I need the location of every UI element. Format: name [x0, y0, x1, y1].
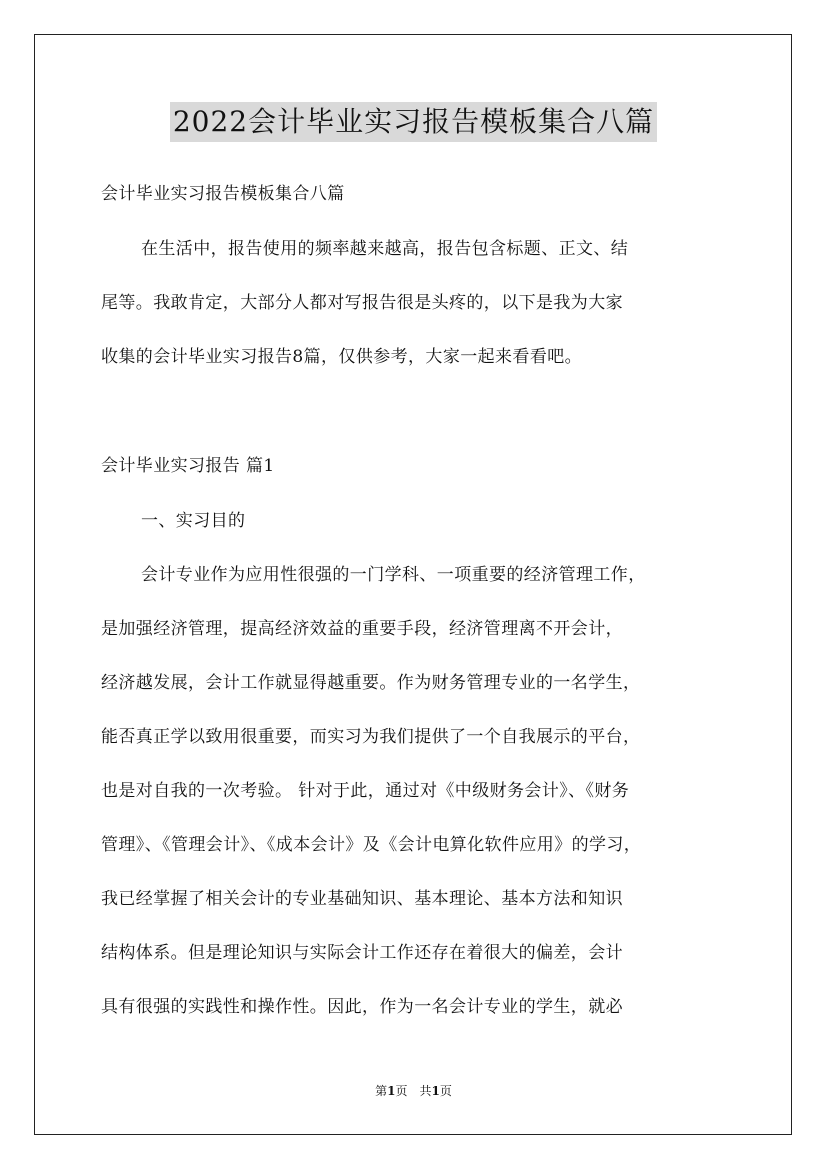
body-line-9: 具有很强的实践性和操作性。因此，作为一名会计专业的学生，就必 [101, 997, 623, 1017]
title-container [0, 102, 827, 142]
sub-heading: 一、实习目的 [141, 511, 246, 531]
body-line-5: 也是对自我的一次考验。 针对于此，通过对《中级财务会计》、《财务 [101, 781, 630, 801]
intro-line-1: 在生活中，报告使用的频率越来越高，报告包含标题、正文、结 [141, 239, 629, 259]
footer-total-pages: 1 [431, 1084, 440, 1098]
footer-mid: 页 共 [395, 1084, 432, 1098]
document-subtitle: 会计毕业实习报告模板集合八篇 [101, 184, 345, 204]
body-line-4: 能否真正学以致用很重要，而实习为我们提供了一个自我展示的平台， [101, 727, 641, 747]
intro-line-3: 收集的会计毕业实习报告8篇，仅供参考，大家一起来看看吧。 [101, 347, 583, 367]
section-heading: 会计毕业实习报告 篇1 [101, 456, 275, 476]
body-line-7: 我已经掌握了相关会计的专业基础知识、基本理论、基本方法和知识 [101, 889, 623, 909]
intro-line-2: 尾等。我敢肯定，大部分人都对写报告很是头疼的，以下是我为大家 [101, 293, 623, 313]
body-line-6: 管理》、《管理会计》、《成本会计》及《会计电算化软件应用》的学习， [101, 835, 642, 855]
body-line-8: 结构体系。但是理论知识与实际会计工作还存在着很大的偏差，会计 [101, 943, 623, 963]
document-title: 2022会计毕业实习报告模板集合八篇 [170, 102, 657, 142]
footer-suffix: 页 [439, 1084, 452, 1098]
body-line-2: 是加强经济管理，提高经济效益的重要手段，经济管理离不开会计， [101, 619, 623, 639]
body-line-3: 经济越发展，会计工作就显得越重要。作为财务管理专业的一名学生， [101, 673, 641, 693]
body-line-1: 会计专业作为应用性很强的一门学科、一项重要的经济管理工作， [141, 565, 646, 585]
footer-page-number: 1 [387, 1084, 396, 1098]
footer-prefix: 第 [375, 1084, 388, 1098]
page-footer [0, 1083, 827, 1099]
